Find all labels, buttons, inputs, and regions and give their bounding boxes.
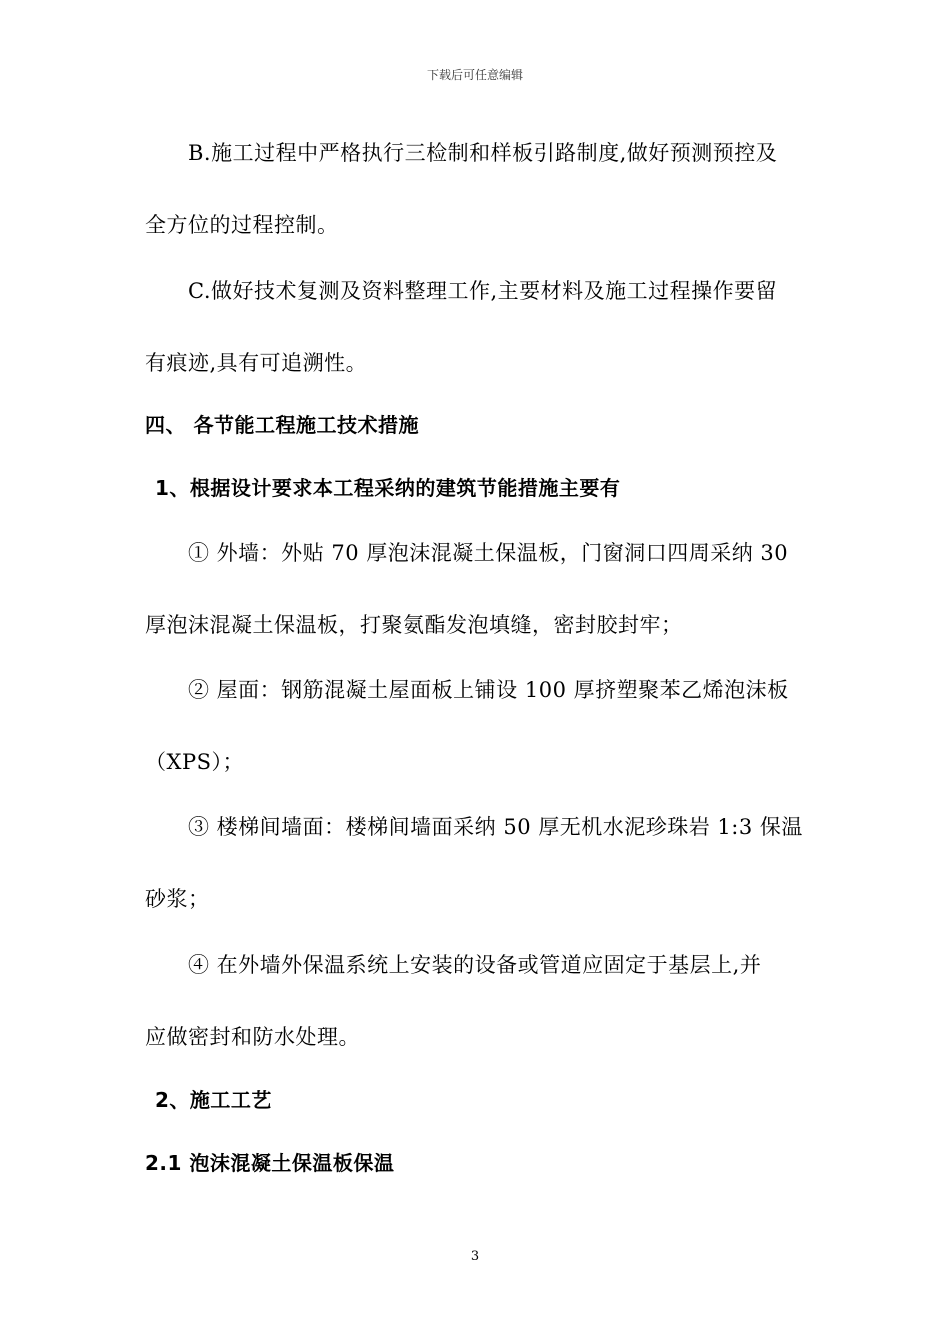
- page-number: 3: [470, 1249, 480, 1264]
- item-2-line-1: ② 屋面：钢筋混凝土屋面板上铺设 100 厚挤塑聚苯乙烯泡沫板: [188, 678, 789, 702]
- item-1-line-2: 厚泡沫混凝土保温板，打聚氨酯发泡填缝，密封胶封牢；: [145, 613, 683, 637]
- section-4-heading: 四、 各节能工程施工技术措施: [145, 413, 419, 437]
- item-2-line-2: （XPS）；: [145, 750, 244, 774]
- subsection-1-heading: 1、根据设计要求本工程采纳的建筑节能措施主要有: [155, 476, 621, 500]
- item-3-line-2: 砂浆；: [145, 887, 210, 911]
- subsection-2-1-heading: 2.1 泡沫混凝土保温板保温: [145, 1151, 395, 1175]
- paragraph-c-line-1: C.做好技术复测及资料整理工作,主要材料及施工过程操作要留: [188, 279, 778, 303]
- item-4-line-2: 应做密封和防水处理。: [145, 1025, 360, 1049]
- item-4-line-1: ④ 在外墙外保温系统上安装的设备或管道应固定于基层上,并: [188, 953, 762, 977]
- paragraph-b-line-1: B.施工过程中严格执行三检制和样板引路制度,做好预测预控及: [188, 141, 778, 165]
- item-3-line-1: ③ 楼梯间墙面：楼梯间墙面采纳 50 厚无机水泥珍珠岩 1:3 保温: [188, 815, 803, 839]
- paragraph-c-line-2: 有痕迹,具有可追溯性。: [145, 351, 368, 375]
- subsection-2-heading: 2、施工工艺: [155, 1088, 272, 1112]
- page-header: 下载后可任意编辑: [426, 68, 523, 82]
- item-1-line-1: ① 外墙：外贴 70 厚泡沫混凝土保温板，门窗洞口四周采纳 30: [188, 541, 789, 565]
- paragraph-b-line-2: 全方位的过程控制。: [145, 213, 339, 237]
